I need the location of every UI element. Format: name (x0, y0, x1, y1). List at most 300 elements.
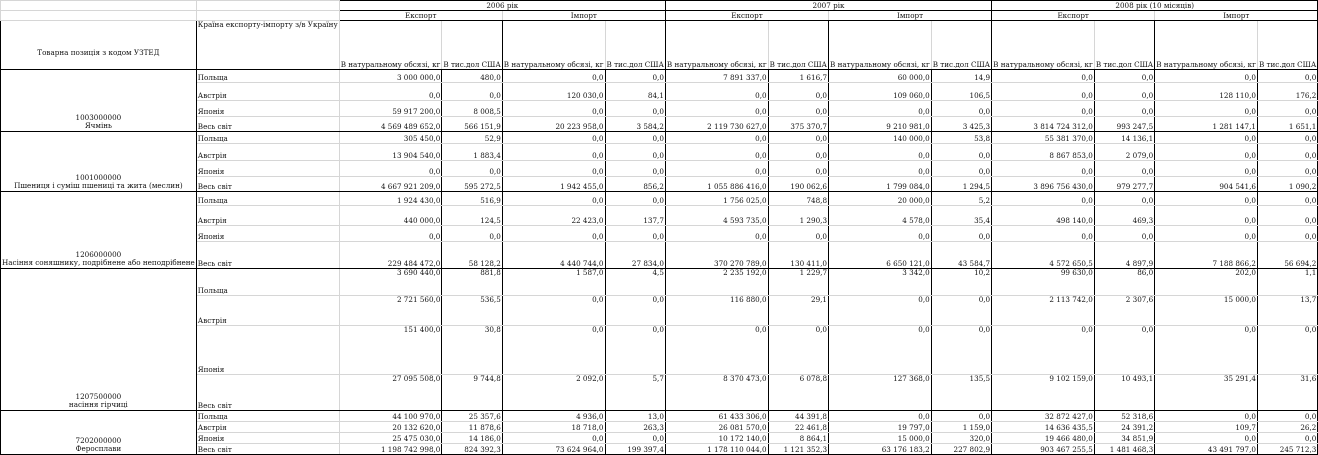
thousand-usd-cell: 1 294,5 (931, 177, 991, 192)
thousand-usd-cell: 106,5 (931, 83, 991, 101)
thousand-usd-cell: 86,0 (1094, 269, 1154, 296)
thousand-usd-cell: 13,0 (605, 411, 665, 422)
product-name: насіння гірчиці (68, 400, 128, 409)
thousand-usd-cell: 0,0 (605, 433, 665, 444)
thousand-usd-cell: 245 712,3 (1257, 444, 1317, 455)
thousand-usd-cell: 8 864,1 (768, 433, 828, 444)
thousand-usd-cell: 0,0 (768, 161, 828, 177)
product-code: 1001000000 (75, 173, 122, 182)
product-label-cell (1, 192, 197, 269)
thousand-usd-cell: 25 357,6 (442, 411, 502, 422)
natural-volume-cell: 140 000,0 (829, 132, 932, 144)
natural-volume-cell: 1 587,0 (502, 269, 605, 296)
table-row (1, 83, 1318, 101)
natural-volume-cell: 3 814 724 312,0 (992, 117, 1095, 132)
country-cell: Весь світ (196, 117, 339, 132)
import-header-2006: Імпорт (502, 11, 665, 21)
thousand-usd-cell: 979 277,7 (1094, 177, 1154, 192)
natural-volume-cell: 73 624 964,0 (502, 444, 605, 455)
natural-volume-cell: 13 904 540,0 (339, 144, 442, 161)
natural-volume-cell: 0,0 (992, 192, 1095, 206)
natural-volume-header: В натуральному обсязі, кг (992, 21, 1095, 70)
table-row (1, 326, 1318, 375)
natural-volume-cell: 2 721 560,0 (339, 296, 442, 326)
thousand-usd-cell: 748,8 (768, 192, 828, 206)
thousand-usd-cell: 3 425,3 (931, 117, 991, 132)
country-cell: Весь світ (196, 444, 339, 455)
natural-volume-header: В натуральному обсязі, кг (339, 21, 442, 70)
table-row (1, 132, 1318, 144)
thousand-usd-cell: 320,0 (931, 433, 991, 444)
thousand-usd-cell: 0,0 (768, 132, 828, 144)
export-header-2008: Експорт (992, 11, 1155, 21)
thousand-usd-cell: 0,0 (1094, 70, 1154, 83)
natural-volume-cell: 1 942 455,0 (502, 177, 605, 192)
country-cell: Австрія (196, 296, 339, 326)
thousand-usd-cell: 0,0 (1094, 192, 1154, 206)
table-row (1, 117, 1318, 132)
natural-volume-cell: 4 569 489 652,0 (339, 117, 442, 132)
thousand-usd-cell: 0,0 (605, 326, 665, 375)
export-header-2007: Експорт (665, 11, 828, 21)
natural-volume-cell: 43 491 797,0 (1155, 444, 1258, 455)
natural-volume-cell: 0,0 (1155, 132, 1258, 144)
natural-volume-cell: 8 370 473,0 (665, 375, 768, 411)
natural-volume-cell: 0,0 (502, 326, 605, 375)
year-2007-header: 2007 рік (665, 1, 991, 11)
natural-volume-cell: 0,0 (829, 161, 932, 177)
thousand-usd-cell: 0,0 (768, 101, 828, 117)
table-row (1, 411, 1318, 422)
natural-volume-cell: 127 368,0 (829, 375, 932, 411)
natural-volume-cell: 99 630,0 (992, 269, 1095, 296)
thousand-usd-cell: 35,4 (931, 206, 991, 226)
thousand-usd-cell: 856,2 (605, 177, 665, 192)
thousand-usd-cell: 263,3 (605, 422, 665, 433)
table-row (1, 375, 1318, 411)
natural-volume-cell: 8 867 853,0 (992, 144, 1095, 161)
product-name: Насіння соняшнику, подрібнене або неподрібнене (2, 258, 195, 267)
thousand-usd-cell: 0,0 (1257, 161, 1317, 177)
product-code: 1003000000 (75, 113, 122, 122)
thousand-usd-cell: 0,0 (768, 83, 828, 101)
thousand-usd-cell: 881,8 (442, 269, 502, 296)
thousand-usd-cell: 2 079,0 (1094, 144, 1154, 161)
product-label-cell (1, 70, 197, 132)
thousand-usd-cell: 4,5 (605, 269, 665, 296)
natural-volume-cell: 35 291,4 (1155, 375, 1258, 411)
table-row (1, 206, 1318, 226)
year-2008-header: 2008 рік (10 місяців) (992, 1, 1318, 11)
natural-volume-cell: 26 081 570,0 (665, 422, 768, 433)
country-cell: Японія (196, 161, 339, 177)
thousand-usd-cell: 0,0 (1257, 433, 1317, 444)
country-cell: Польща (196, 192, 339, 206)
thousand-usd-cell: 34 851,9 (1094, 433, 1154, 444)
thousand-usd-cell: 0,0 (1257, 144, 1317, 161)
natural-volume-cell: 4 578,0 (829, 206, 932, 226)
product-name: Пшениця і суміш пшениці та жита (меслин) (14, 181, 183, 190)
natural-volume-cell: 0,0 (665, 161, 768, 177)
thousand-usd-cell: 0,0 (931, 161, 991, 177)
thousand-usd-cell: 3 584,2 (605, 117, 665, 132)
country-cell: Австрія (196, 83, 339, 101)
thousand-usd-cell: 43 584,7 (931, 242, 991, 269)
natural-volume-cell: 0,0 (1155, 144, 1258, 161)
natural-volume-cell: 0,0 (502, 70, 605, 83)
thousand-usd-cell: 0,0 (931, 296, 991, 326)
natural-volume-cell: 0,0 (1155, 433, 1258, 444)
thousand-usd-cell: 0,0 (1257, 101, 1317, 117)
thousand-usd-cell: 0,0 (605, 132, 665, 144)
natural-volume-cell: 370 270 789,0 (665, 242, 768, 269)
natural-volume-cell: 3 690 440,0 (339, 269, 442, 296)
natural-volume-cell: 3 342,0 (829, 269, 932, 296)
thousand-usd-cell: 52 318,6 (1094, 411, 1154, 422)
thousand-usd-cell: 24 391,2 (1094, 422, 1154, 433)
natural-volume-cell: 0,0 (1155, 326, 1258, 375)
natural-volume-cell: 0,0 (1155, 226, 1258, 242)
natural-volume-cell: 0,0 (992, 326, 1095, 375)
thousand-usd-cell: 0,0 (931, 226, 991, 242)
product-label-cell (1, 132, 197, 192)
natural-volume-cell: 3 000 000,0 (339, 70, 442, 83)
thousand-usd-cell: 993 247,5 (1094, 117, 1154, 132)
natural-volume-cell: 0,0 (502, 161, 605, 177)
thousand-usd-cell: 58 128,2 (442, 242, 502, 269)
table-row (1, 226, 1318, 242)
natural-volume-cell: 151 400,0 (339, 326, 442, 375)
natural-volume-cell: 1 924 430,0 (339, 192, 442, 206)
natural-volume-cell: 0,0 (502, 296, 605, 326)
natural-volume-cell: 4 440 744,0 (502, 242, 605, 269)
natural-volume-cell: 20 223 958,0 (502, 117, 605, 132)
table-row (1, 192, 1318, 206)
natural-volume-cell: 63 176 183,2 (829, 444, 932, 455)
country-cell: Польща (196, 70, 339, 83)
natural-volume-cell: 229 484 472,0 (339, 242, 442, 269)
natural-volume-cell: 0,0 (992, 226, 1095, 242)
natural-volume-cell: 903 467 255,5 (992, 444, 1095, 455)
natural-volume-cell: 305 450,0 (339, 132, 442, 144)
product-name: Ячмінь (84, 121, 112, 130)
natural-volume-cell: 2 092,0 (502, 375, 605, 411)
natural-volume-cell: 0,0 (992, 70, 1095, 83)
natural-volume-cell: 128 110,0 (1155, 83, 1258, 101)
natural-volume-cell: 0,0 (829, 144, 932, 161)
natural-volume-cell: 109,7 (1155, 422, 1258, 433)
product-code: 1206000000 (75, 250, 122, 259)
country-cell: Японія (196, 433, 339, 444)
natural-volume-cell: 0,0 (1155, 101, 1258, 117)
natural-volume-cell: 32 872 427,0 (992, 411, 1095, 422)
natural-volume-cell: 2 235 192,0 (665, 269, 768, 296)
natural-volume-cell: 109 060,0 (829, 83, 932, 101)
country-cell: Австрія (196, 206, 339, 226)
natural-volume-header: В натуральному обсязі, кг (1155, 21, 1258, 70)
natural-volume-cell: 0,0 (502, 192, 605, 206)
table-row (1, 422, 1318, 433)
thousand-usd-cell: 13,7 (1257, 296, 1317, 326)
thousand-usd-header: В тис.дол США (931, 21, 991, 70)
thousand-usd-header: В тис.дол США (1094, 21, 1154, 70)
natural-volume-cell: 19 466 480,0 (992, 433, 1095, 444)
natural-volume-cell: 1 281 147,1 (1155, 117, 1258, 132)
thousand-usd-cell: 0,0 (1257, 326, 1317, 375)
thousand-usd-cell: 0,0 (605, 192, 665, 206)
thousand-usd-cell: 44 391,8 (768, 411, 828, 422)
natural-volume-cell: 440 000,0 (339, 206, 442, 226)
import-header-2008: Імпорт (1155, 11, 1318, 21)
thousand-usd-cell: 0,0 (605, 70, 665, 83)
natural-volume-cell: 19 797,0 (829, 422, 932, 433)
thousand-usd-cell: 1,1 (1257, 269, 1317, 296)
thousand-usd-cell: 30,8 (442, 326, 502, 375)
natural-volume-cell: 44 100 970,0 (339, 411, 442, 422)
country-cell: Австрія (196, 144, 339, 161)
natural-volume-cell: 0,0 (829, 101, 932, 117)
corner-cell (1, 1, 197, 11)
natural-volume-header: В натуральному обсязі, кг (829, 21, 932, 70)
table-row (1, 433, 1318, 444)
thousand-usd-cell: 1 229,7 (768, 269, 828, 296)
natural-volume-cell: 0,0 (502, 226, 605, 242)
natural-volume-cell: 120 030,0 (502, 83, 605, 101)
country-cell: Польща (196, 132, 339, 144)
thousand-usd-cell: 0,0 (1094, 226, 1154, 242)
country-cell: Польща (196, 269, 339, 296)
thousand-usd-cell: 5,7 (605, 375, 665, 411)
natural-volume-cell: 20 000,0 (829, 192, 932, 206)
natural-volume-cell: 904 541,6 (1155, 177, 1258, 192)
natural-volume-cell: 202,0 (1155, 269, 1258, 296)
country-cell: Японія (196, 101, 339, 117)
thousand-usd-cell: 0,0 (1257, 206, 1317, 226)
country-cell: Японія (196, 326, 339, 375)
table-row (1, 70, 1318, 83)
table-row (1, 296, 1318, 326)
thousand-usd-cell: 0,0 (768, 226, 828, 242)
thousand-usd-cell: 29,1 (768, 296, 828, 326)
thousand-usd-cell: 52,9 (442, 132, 502, 144)
thousand-usd-cell: 0,0 (1257, 226, 1317, 242)
thousand-usd-cell: 0,0 (605, 226, 665, 242)
thousand-usd-cell: 824 392,3 (442, 444, 502, 455)
thousand-usd-cell: 137,7 (605, 206, 665, 226)
table-row (1, 242, 1318, 269)
natural-volume-cell: 1 198 742 998,0 (339, 444, 442, 455)
natural-volume-cell: 0,0 (665, 144, 768, 161)
table-row (1, 177, 1318, 192)
natural-volume-cell: 0,0 (829, 411, 932, 422)
natural-volume-header: В натуральному обсязі, кг (665, 21, 768, 70)
natural-volume-cell: 0,0 (1155, 70, 1258, 83)
thousand-usd-cell: 1 159,0 (931, 422, 991, 433)
natural-volume-cell: 0,0 (1155, 411, 1258, 422)
country-cell: Японія (196, 226, 339, 242)
natural-volume-cell: 2 113 742,0 (992, 296, 1095, 326)
thousand-usd-cell: 0,0 (1094, 326, 1154, 375)
country-cell: Польща (196, 411, 339, 422)
natural-volume-cell: 10 172 140,0 (665, 433, 768, 444)
product-label-cell (1, 411, 197, 455)
thousand-usd-cell: 0,0 (931, 101, 991, 117)
natural-volume-cell: 0,0 (992, 161, 1095, 177)
export-header-2006: Експорт (339, 11, 502, 21)
thousand-usd-cell: 10,2 (931, 269, 991, 296)
natural-volume-cell: 498 140,0 (992, 206, 1095, 226)
thousand-usd-cell: 0,0 (605, 161, 665, 177)
thousand-usd-cell: 176,2 (1257, 83, 1317, 101)
country-cell: Весь світ (196, 375, 339, 411)
thousand-usd-cell: 8 008,5 (442, 101, 502, 117)
natural-volume-cell: 9 210 981,0 (829, 117, 932, 132)
natural-volume-cell: 18 718,0 (502, 422, 605, 433)
thousand-usd-cell: 536,5 (442, 296, 502, 326)
natural-volume-cell: 15 000,0 (1155, 296, 1258, 326)
natural-volume-cell: 59 917 200,0 (339, 101, 442, 117)
thousand-usd-cell: 566 151,9 (442, 117, 502, 132)
natural-volume-cell: 0,0 (829, 326, 932, 375)
country-cell: Весь світ (196, 242, 339, 269)
natural-volume-cell: 27 095 508,0 (339, 375, 442, 411)
thousand-usd-cell: 9 744,8 (442, 375, 502, 411)
thousand-usd-cell: 0,0 (1094, 83, 1154, 101)
thousand-usd-cell: 469,3 (1094, 206, 1154, 226)
thousand-usd-cell: 2 307,6 (1094, 296, 1154, 326)
product-label-cell (1, 269, 197, 411)
import-header-2007: Імпорт (829, 11, 992, 21)
thousand-usd-cell: 1 290,3 (768, 206, 828, 226)
natural-volume-cell: 0,0 (1155, 206, 1258, 226)
thousand-usd-cell: 0,0 (931, 326, 991, 375)
thousand-usd-cell: 53,8 (931, 132, 991, 144)
thousand-usd-cell: 480,0 (442, 70, 502, 83)
year-2006-header: 2006 рік (339, 1, 665, 11)
natural-volume-cell: 0,0 (502, 144, 605, 161)
thousand-usd-header: В тис.дол США (1257, 21, 1317, 70)
thousand-usd-cell: 199 397,4 (605, 444, 665, 455)
table-row (1, 444, 1318, 455)
table-row (1, 101, 1318, 117)
natural-volume-cell: 20 132 620,0 (339, 422, 442, 433)
natural-volume-cell: 0,0 (1155, 192, 1258, 206)
thousand-usd-cell: 0,0 (605, 144, 665, 161)
natural-volume-cell: 0,0 (339, 161, 442, 177)
natural-volume-cell: 15 000,0 (829, 433, 932, 444)
product-code: 7202000000 (75, 436, 122, 445)
thousand-usd-cell: 0,0 (768, 326, 828, 375)
natural-volume-cell: 0,0 (665, 132, 768, 144)
country-header: Країна експорту-імпорту з/в Україну (196, 21, 339, 70)
country-cell: Весь світ (196, 177, 339, 192)
natural-volume-cell: 2 119 730 627,0 (665, 117, 768, 132)
natural-volume-cell: 116 880,0 (665, 296, 768, 326)
natural-volume-cell: 4 936,0 (502, 411, 605, 422)
thousand-usd-cell: 0,0 (1257, 70, 1317, 83)
natural-volume-cell: 1 799 084,0 (829, 177, 932, 192)
natural-volume-cell: 0,0 (992, 101, 1095, 117)
thousand-usd-header: В тис.дол США (605, 21, 665, 70)
product-header: Товарна позиція з кодом УЗТЕД (1, 21, 197, 70)
thousand-usd-cell: 375 370,7 (768, 117, 828, 132)
natural-volume-cell: 55 381 370,0 (992, 132, 1095, 144)
thousand-usd-cell: 1 651,1 (1257, 117, 1317, 132)
thousand-usd-cell: 6 078,8 (768, 375, 828, 411)
natural-volume-cell: 0,0 (339, 83, 442, 101)
natural-volume-cell: 60 000,0 (829, 70, 932, 83)
natural-volume-cell: 0,0 (502, 433, 605, 444)
thousand-usd-cell: 0,0 (768, 144, 828, 161)
thousand-usd-cell: 1 090,2 (1257, 177, 1317, 192)
natural-volume-cell: 14 636 435,5 (992, 422, 1095, 433)
thousand-usd-cell: 190 062,6 (768, 177, 828, 192)
natural-volume-cell: 0,0 (502, 101, 605, 117)
natural-volume-cell: 7 891 337,0 (665, 70, 768, 83)
thousand-usd-cell: 22 461,8 (768, 422, 828, 433)
product-code: 1207500000 (75, 392, 122, 401)
thousand-usd-cell: 26,2 (1257, 422, 1317, 433)
thousand-usd-cell: 0,0 (605, 296, 665, 326)
natural-volume-cell: 0,0 (665, 83, 768, 101)
thousand-usd-cell: 0,0 (931, 144, 991, 161)
thousand-usd-cell: 0,0 (931, 411, 991, 422)
natural-volume-cell: 0,0 (339, 226, 442, 242)
thousand-usd-cell: 14,9 (931, 70, 991, 83)
thousand-usd-header: В тис.дол США (442, 21, 502, 70)
natural-volume-cell: 4 667 921 209,0 (339, 177, 442, 192)
thousand-usd-cell: 27 834,0 (605, 242, 665, 269)
natural-volume-cell: 1 055 886 416,0 (665, 177, 768, 192)
thousand-usd-cell: 130 411,0 (768, 242, 828, 269)
thousand-usd-cell: 11 878,6 (442, 422, 502, 433)
natural-volume-cell: 1 756 025,0 (665, 192, 768, 206)
natural-volume-cell: 6 650 121,0 (829, 242, 932, 269)
thousand-usd-cell: 56 694,2 (1257, 242, 1317, 269)
natural-volume-cell: 0,0 (992, 83, 1095, 101)
table-row (1, 144, 1318, 161)
thousand-usd-cell: 0,0 (442, 226, 502, 242)
thousand-usd-cell: 124,5 (442, 206, 502, 226)
thousand-usd-cell: 5,2 (931, 192, 991, 206)
thousand-usd-cell: 4 897,9 (1094, 242, 1154, 269)
natural-volume-cell: 0,0 (665, 101, 768, 117)
thousand-usd-cell: 0,0 (1257, 411, 1317, 422)
thousand-usd-cell: 1 481 468,3 (1094, 444, 1154, 455)
thousand-usd-cell: 0,0 (1257, 132, 1317, 144)
thousand-usd-cell: 1 616,7 (768, 70, 828, 83)
natural-volume-cell: 0,0 (502, 132, 605, 144)
thousand-usd-cell: 1 883,4 (442, 144, 502, 161)
natural-volume-cell: 0,0 (1155, 161, 1258, 177)
natural-volume-cell: 0,0 (665, 226, 768, 242)
natural-volume-cell: 61 433 306,0 (665, 411, 768, 422)
thousand-usd-cell: 227 802,9 (931, 444, 991, 455)
thousand-usd-cell: 516,9 (442, 192, 502, 206)
natural-volume-cell: 9 102 159,0 (992, 375, 1095, 411)
thousand-usd-cell: 84,1 (605, 83, 665, 101)
thousand-usd-header: В тис.дол США (768, 21, 828, 70)
thousand-usd-cell: 595 272,5 (442, 177, 502, 192)
natural-volume-cell: 3 896 756 430,0 (992, 177, 1095, 192)
thousand-usd-cell: 14 136,1 (1094, 132, 1154, 144)
thousand-usd-cell: 0,0 (442, 161, 502, 177)
natural-volume-cell: 1 178 110 044,0 (665, 444, 768, 455)
thousand-usd-cell: 0,0 (1257, 192, 1317, 206)
thousand-usd-cell: 0,0 (1094, 101, 1154, 117)
thousand-usd-cell: 0,0 (442, 83, 502, 101)
table-row (1, 161, 1318, 177)
